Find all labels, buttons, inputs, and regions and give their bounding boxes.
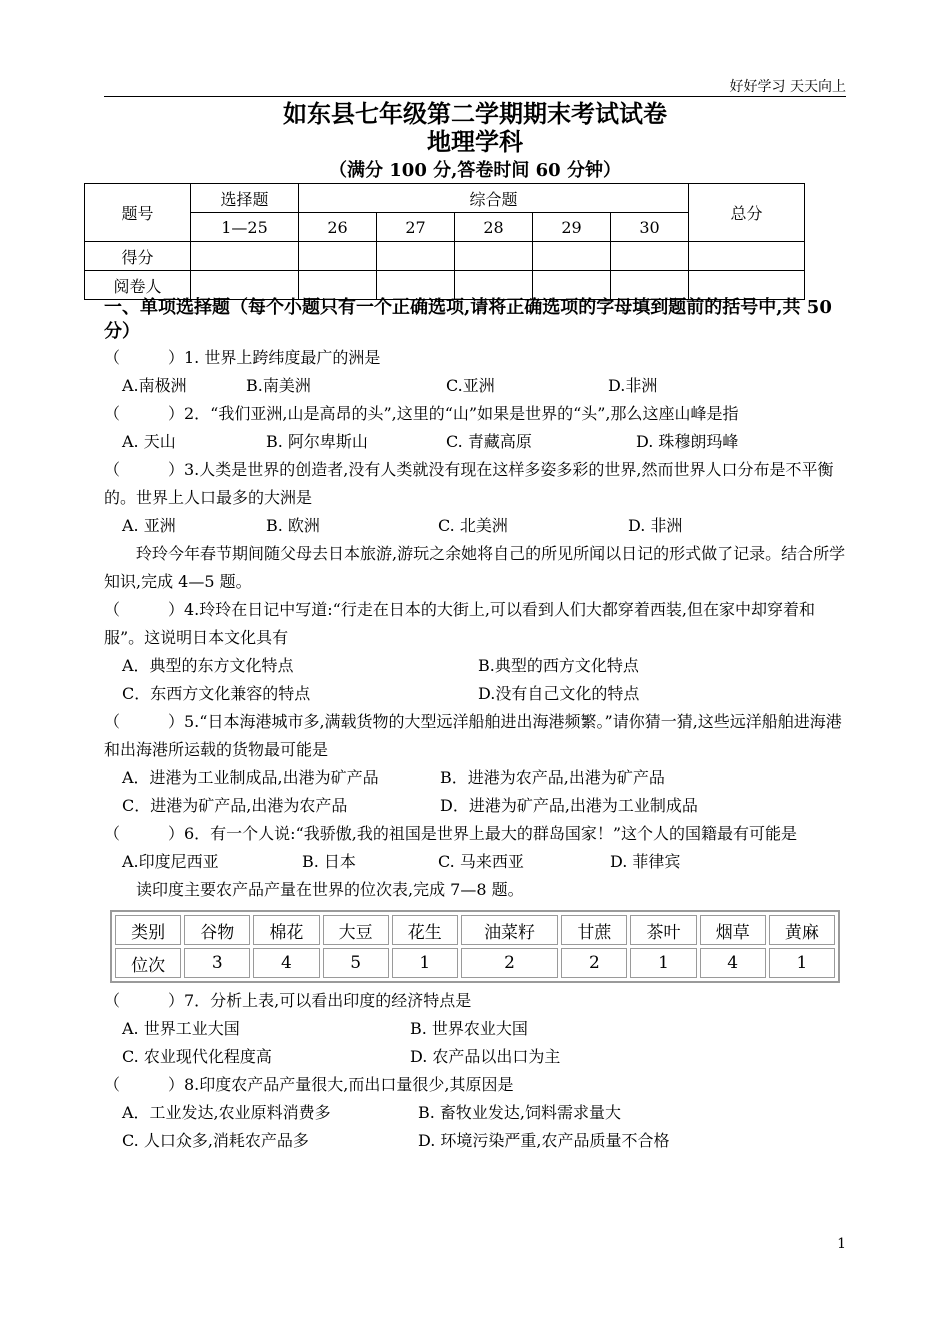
question-7-options-row-2 (104, 1043, 846, 1071)
rank-value-cell: 5 (323, 948, 389, 978)
india-rank-table (110, 910, 840, 983)
rank-value-cell: 1 (392, 948, 458, 978)
score-cell[interactable] (689, 242, 805, 271)
question-8-stem: （ ）8.印度农产品产量很大,而出口量很少,其原因是 (104, 1075, 514, 1094)
option-b[interactable]: B.典型的西方文化特点 (478, 656, 639, 675)
option-c[interactable]: C. 人口众多,消耗农产品多 (122, 1131, 309, 1150)
subject-title: 地理学科 (427, 127, 523, 156)
score-table (84, 183, 805, 300)
question-4-stem: （ ）4.玲玲在日记中写道:“行走在日本的大街上,可以看到人们大都穿着西装,但在家中却穿着和服”。这说明日本文化具有 (104, 600, 816, 647)
score-row-label: 得分 (85, 242, 191, 271)
option-b[interactable]: B. 世界农业大国 (410, 1019, 528, 1038)
option-a[interactable]: A.印度尼西亚 (122, 852, 219, 871)
rank-header-cell: 甘蔗 (561, 915, 627, 945)
rank-table-value-row (115, 948, 835, 978)
rank-header-cell: 油菜籽 (461, 915, 558, 945)
question-4-options-row-2 (104, 680, 846, 708)
option-a[interactable]: A．工业发达,农业原料消费多 (122, 1103, 331, 1122)
option-b[interactable]: B．进港为农产品,出港为矿产品 (440, 768, 665, 787)
score-cell[interactable] (455, 242, 533, 271)
rank-header-cell: 大豆 (323, 915, 389, 945)
question-2-options (104, 428, 846, 456)
rank-value-cell: 2 (561, 948, 627, 978)
option-b[interactable]: B. 畜牧业发达,饲料需求量大 (418, 1103, 622, 1122)
option-d[interactable]: D. 珠穆朗玛峰 (636, 432, 739, 451)
rank-header-cell: 茶叶 (630, 915, 696, 945)
question-6-options (104, 848, 846, 876)
rank-value-cell: 4 (700, 948, 766, 978)
option-a[interactable]: A．典型的东方文化特点 (122, 656, 294, 675)
option-d[interactable]: D.没有自己文化的特点 (478, 684, 640, 703)
score-header-number: 26 (299, 213, 377, 242)
score-header-number: 28 (455, 213, 533, 242)
score-header-number: 30 (611, 213, 689, 242)
score-header-choice: 选择题 (191, 184, 299, 213)
section-heading: 一、单项选择题（每个小题只有一个正确选项,请将正确选项的字母填到题前的括号中,共 50 分） (104, 297, 832, 342)
rank-value-cell: 1 (630, 948, 696, 978)
score-cell[interactable] (611, 242, 689, 271)
question-6-stem: （ ）6．有一个人说:“我骄傲,我的祖国是世界上最大的群岛国家！”这个人的国籍最有可能是 (104, 824, 798, 843)
question-1-options (104, 372, 846, 400)
question-7-stem: （ ）7．分析上表,可以看出印度的经济特点是 (104, 991, 472, 1010)
question-3-options (104, 512, 846, 540)
rank-header-cell: 黄麻 (769, 915, 835, 945)
option-c[interactable]: C. 农业现代化程度高 (122, 1047, 272, 1066)
score-header-number: 27 (377, 213, 455, 242)
option-a[interactable]: A．进港为工业制成品,出港为矿产品 (122, 768, 379, 787)
option-c[interactable]: C.亚洲 (446, 376, 495, 395)
option-c[interactable]: C．东西方文化兼容的特点 (122, 684, 311, 703)
exam-title: 如东县七年级第二学期期末考试试卷 (283, 99, 667, 128)
option-c[interactable]: C. 马来西亚 (438, 852, 524, 871)
rank-value-cell: 位次 (115, 948, 181, 978)
rank-value-cell: 1 (769, 948, 835, 978)
score-cell[interactable] (377, 242, 455, 271)
option-c[interactable]: C. 北美洲 (438, 516, 508, 535)
rank-header-cell: 棉花 (253, 915, 319, 945)
option-b[interactable]: B.南美洲 (246, 376, 311, 395)
question-content (104, 296, 846, 1155)
rank-header-cell: 类别 (115, 915, 181, 945)
option-a[interactable]: A. 亚洲 (122, 516, 176, 535)
rank-table-header-row (115, 915, 835, 945)
score-header-comprehensive: 综合题 (299, 184, 689, 213)
question-5-stem: （ ）5.“日本海港城市多,满载货物的大型远洋船舶进出海港频繁。”请你猜一猜,这些远洋船舶进海港和出海港所运载的货物最可能是 (104, 712, 842, 759)
page-number: 1 (837, 1236, 846, 1252)
rank-header-cell: 花生 (392, 915, 458, 945)
passage-india: 读印度主要农产品产量在世界的位次表,完成 7—8 题。 (136, 880, 524, 899)
option-b[interactable]: B. 阿尔卑斯山 (266, 432, 368, 451)
option-d[interactable]: D．进港为矿产品,出港为工业制成品 (440, 796, 698, 815)
question-3-stem: （ ）3.人类是世界的创造者,没有人类就没有现在这样多姿多彩的世界,然而世界人口分布是不平衡的。世界上人口最多的大洲是 (104, 460, 834, 507)
option-b[interactable]: B. 日本 (302, 852, 356, 871)
option-d[interactable]: D.非洲 (608, 376, 658, 395)
rank-value-cell: 3 (184, 948, 250, 978)
title-block (0, 100, 950, 184)
question-1-stem: （ ）1. 世界上跨纬度最广的洲是 (104, 348, 381, 367)
question-8-options-row-2 (104, 1127, 846, 1155)
rank-value-cell: 2 (461, 948, 558, 978)
score-cell[interactable] (299, 242, 377, 271)
option-b[interactable]: B. 欧洲 (266, 516, 320, 535)
header-motto: 好好学习 天天向上 (729, 79, 846, 95)
option-c[interactable]: C．进港为矿产品,出港为农产品 (122, 796, 348, 815)
rank-header-cell: 谷物 (184, 915, 250, 945)
score-header-choice-range: 1—25 (191, 213, 299, 242)
option-a[interactable]: A. 世界工业大国 (122, 1019, 240, 1038)
option-a[interactable]: A. 天山 (122, 432, 176, 451)
option-d[interactable]: D. 环境污染严重,农产品质量不合格 (418, 1131, 670, 1150)
rank-header-cell: 烟草 (700, 915, 766, 945)
option-a[interactable]: A.南极洲 (122, 376, 187, 395)
option-c[interactable]: C. 青藏高原 (446, 432, 532, 451)
question-4-options-row-1 (104, 652, 846, 680)
score-cell[interactable] (191, 242, 299, 271)
header-rule (104, 96, 846, 97)
question-8-options-row-1 (104, 1099, 846, 1127)
question-2-stem: （ ）2．“我们亚洲,山是高昂的头”,这里的“山”如果是世界的“头”,那么这座山峰是指 (104, 404, 739, 423)
score-header-number: 29 (533, 213, 611, 242)
passage-japan: 玲玲今年春节期间随父母去日本旅游,游玩之余她将自己的所见所闻以日记的形式做了记录。结合所学知识,完成 4—5 题。 (104, 544, 846, 591)
option-d[interactable]: D. 农产品以出口为主 (410, 1047, 561, 1066)
score-header-tihao: 题号 (85, 184, 191, 242)
rank-value-cell: 4 (253, 948, 319, 978)
option-d[interactable]: D. 菲律宾 (610, 852, 681, 871)
score-header-total: 总分 (689, 184, 805, 242)
option-d[interactable]: D. 非洲 (628, 516, 683, 535)
exam-note: （满分 100 分,答卷时间 60 分钟） (329, 160, 621, 181)
question-5-options-row-2 (104, 792, 846, 820)
question-5-options-row-1 (104, 764, 846, 792)
score-cell[interactable] (533, 242, 611, 271)
question-7-options-row-1 (104, 1015, 846, 1043)
grader-row-label: 阅卷人 (85, 271, 191, 300)
